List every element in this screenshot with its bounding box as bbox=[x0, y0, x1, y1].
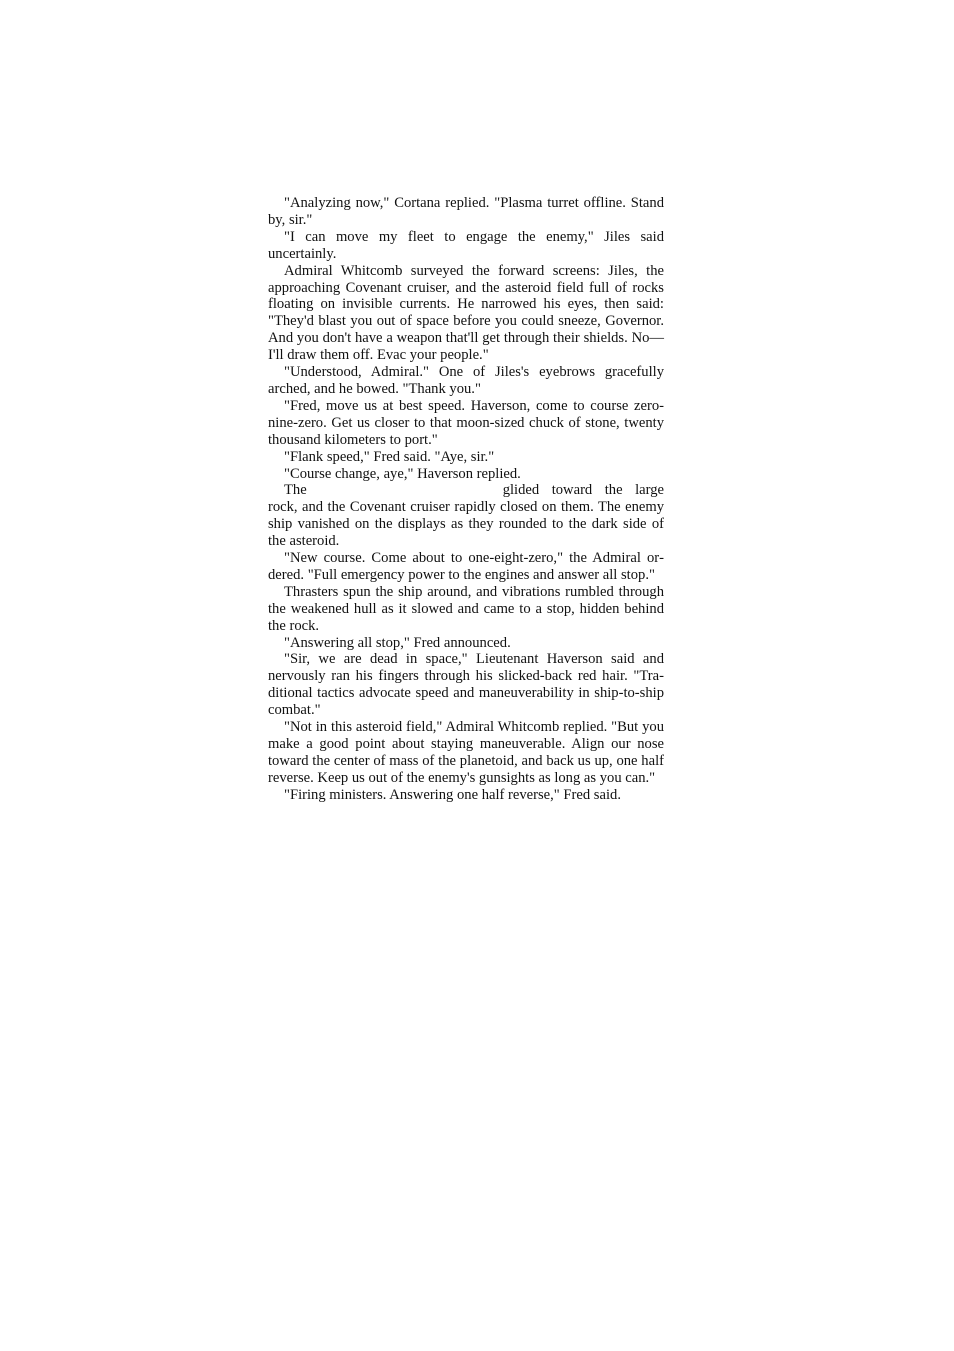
body-text bbox=[268, 195, 664, 804]
paragraph: "Understood, Admiral." One of Jiles's eyebrows gracefully arched, and he bowed. "Thank you." bbox=[268, 364, 664, 397]
paragraph: "Firing ministers. Answering one half reverse," Fred said. bbox=[284, 786, 621, 803]
paragraph: "Analyzing now," Cortana replied. "Plasma turret offline. Stand by, sir." bbox=[268, 195, 664, 228]
paragraph-with-gap bbox=[268, 482, 664, 550]
paragraph-rest: glided toward the large rock, and the Covenant cruiser rapidly closed on them. The enemy ship vanished on the displays as they rounded to the dark side of the asteroid. bbox=[268, 482, 664, 550]
paragraph: "Fred, move us at best speed. Haverson, come to course zero-nine-zero. Get us closer to that moon-sized chuck of stone, twenty thousand kilometers to port." bbox=[268, 397, 664, 448]
paragraph: "Flank speed," Fred said. "Aye, sir." bbox=[284, 448, 495, 465]
paragraph: "I can move my fleet to engage the enemy," Jiles said uncertainly. bbox=[268, 228, 664, 262]
paragraph: Thrasters spun the ship around, and vibrations rumbled through the weakened hull as it slowed and came to a stop, hidden behind the rock. bbox=[268, 583, 664, 634]
paragraph: "Answering all stop," Fred announced. bbox=[284, 634, 511, 651]
paragraph: Admiral Whitcomb surveyed the forward screens: Jiles, the approaching Covenant cruiser, and the asteroid field full of rocks floating on invisible currents. He narrowed his eyes, then said: "They'd blast you out of space before you could sneeze, Governor. And you don't have a weapon that'll get through their shields. No—I'll draw them off. Evac your people." bbox=[268, 262, 664, 364]
paragraph: "Not in this asteroid field," Admiral Whitcomb replied. "But you make a good point about staying maneuverable. Align our nose toward the center of mass of the planetoid, and back us up, one half reverse. Keep us out of the enemy's gunsights as long as you can." bbox=[268, 719, 664, 786]
paragraph-start: The bbox=[284, 482, 307, 499]
paragraph: "New course. Come about to one-eight-zero," the Admiral ordered. "Full emergency power to the engines and answer all stop." bbox=[268, 550, 664, 583]
paragraph: "Course change, aye," Haverson replied. bbox=[284, 465, 521, 482]
paragraph: "Sir, we are dead in space," Lieutenant Haverson said and nervously ran his fingers through his slicked-back red hair. "Traditional tactics advocate speed and maneuverability in ship-to-ship combat." bbox=[268, 651, 664, 719]
